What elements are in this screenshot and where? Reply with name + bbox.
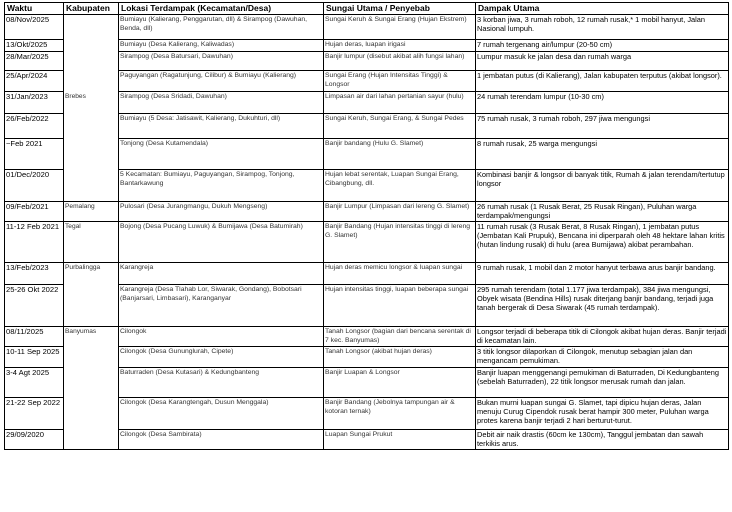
cell-dampak-text: 26 rumah rusak (1 Rusak Berat, 25 Rusak Ringan), Puluhan warga terdampak/mengungsi [477,202,697,221]
cell-kabupaten-text: Banyumas [65,328,97,335]
cell-kabupaten-text: Purbalingga [65,264,101,271]
cell-kabupaten[interactable] [64,398,119,430]
cell-waktu-text: 3-4 Agt 2025 [6,368,50,377]
cell-lokasi-text: Sirampog (Desa Sridadi, Dawuhan) [120,93,227,100]
table-row [5,52,729,71]
cell-kabupaten[interactable] [64,285,119,327]
cell-kabupaten[interactable] [64,327,119,347]
cell-sungai[interactable] [324,52,476,71]
cell-sungai[interactable] [324,285,476,327]
cell-dampak-text: 11 rumah rusak (3 Rusak Berat, 8 Rusak Ringan), 1 jembatan putus (Jembatan Kali Prupuk), Bencana ini diperparah oleh 48 hektare lahan kritis (hutan lindung rusak) di hulu (area Bumijawa) akibat perambahan. [477,222,725,250]
cell-lokasi[interactable] [119,430,324,450]
table-row [5,202,729,222]
cell-waktu[interactable] [5,92,64,114]
cell-lokasi-text: Bumiayu (Desa Kalierang, Kaliwadas) [120,41,235,48]
cell-waktu[interactable] [5,368,64,398]
cell-lokasi[interactable] [119,327,324,347]
table-row [5,139,729,170]
cell-waktu[interactable] [5,114,64,139]
cell-waktu[interactable] [5,398,64,430]
cell-sungai-text: Hujan deras memicu longsor & luapan sungai [325,264,463,271]
cell-lokasi[interactable] [119,170,324,202]
cell-waktu[interactable] [5,139,64,170]
cell-dampak[interactable] [476,347,729,368]
cell-sungai-text: Banjir bandang (Hulu G. Slamet) [325,140,424,147]
table-row [5,170,729,202]
cell-dampak-text: Kombinasi banjir & longsor di banyak titik, Rumah & jalan terendam/tertutup longsor [477,170,725,189]
cell-lokasi[interactable] [119,202,324,222]
cell-lokasi[interactable] [119,398,324,430]
cell-lokasi-text: Cilongok (Desa Gununglurah, Cipete) [120,348,234,355]
cell-lokasi[interactable] [119,263,324,285]
cell-dampak[interactable] [476,92,729,114]
cell-kabupaten[interactable] [64,40,119,52]
table-row [5,92,729,114]
cell-dampak-text: Bukan murni luapan sungai G. Slamet, tapi dipicu hujan deras, Jalan menuju Curug Cipendok rusak berat hampir 300 meter, Puluhan warga protes karena banjir terjadi 2 hari berturut-turut. [477,398,709,426]
cell-waktu[interactable] [5,52,64,71]
cell-waktu-text: 29/09/2020 [6,430,45,439]
table-row [5,40,729,52]
cell-sungai[interactable] [324,114,476,139]
cell-waktu[interactable] [5,222,64,263]
cell-dampak[interactable] [476,327,729,347]
cell-waktu[interactable] [5,170,64,202]
header-dampak: Dampak Utama [476,3,729,15]
cell-sungai-text: Tanah Longsor (akibat hujan deras) [325,348,432,355]
cell-waktu[interactable] [5,15,64,40]
cell-lokasi-text: Bumiayu (Kalierang, Penggarutan, dll) & Sirampog (Dawuhan, Benda, dll) [120,16,308,33]
cell-waktu-text: 25/Apr/2024 [6,71,48,80]
table-row [5,15,729,40]
cell-lokasi-text: Cilongok (Desa Sambirata) [120,431,202,438]
cell-lokasi-text: Tonjong (Desa Kutamendala) [120,140,209,147]
cell-sungai-text: Banjir Luapan & Longsor [325,369,400,376]
cell-lokasi-text: Pulosari (Desa Jurangmangu, Dukuh Mengseng) [120,203,268,210]
cell-sungai-text: Banjir Bandang (Jebolnya tampungan air & kotoran ternak) [325,399,455,416]
cell-dampak-text: Banjir luapan menggenangi pemukiman di Baturraden, Di Kedungbanteng (sebelah Baturraden), 22 titik longsor merusak rumah dan jalan. [477,368,720,387]
cell-dampak[interactable] [476,202,729,222]
cell-sungai[interactable] [324,15,476,40]
cell-sungai[interactable] [324,347,476,368]
cell-kabupaten[interactable] [64,170,119,202]
cell-dampak[interactable] [476,285,729,327]
cell-dampak[interactable] [476,368,729,398]
cell-lokasi-text: Paguyangan (Ragatunjung, Cilibur) & Bumiayu (Kalierang) [120,72,297,79]
cell-dampak-text: 75 rumah rusak, 3 rumah roboh, 297 jiwa mengungsi [477,114,650,123]
cell-dampak-text: Debit air naik drastis (60cm ke 130cm), Tanggul jembatan dan sawah terkikis arus. [477,430,704,449]
cell-waktu-text: 21-22 Sep 2022 [6,398,61,407]
cell-dampak-text: 3 korban jiwa, 3 rumah roboh, 12 rumah rusak,* 1 mobil hanyut, Jalan Nasional lumpuh. [477,15,706,34]
cell-dampak-text: 7 rumah tergenang air/lumpur (20-50 cm) [477,40,613,49]
cell-dampak[interactable] [476,222,729,263]
cell-sungai[interactable] [324,430,476,450]
cell-dampak[interactable] [476,263,729,285]
table-row [5,114,729,139]
cell-lokasi[interactable] [119,52,324,71]
cell-waktu[interactable] [5,202,64,222]
table-row [5,71,729,92]
cell-lokasi-text: Bojong (Desa Pucang Luwuk) & Bumijawa (Desa Batumirah) [120,223,303,230]
cell-kabupaten[interactable] [64,15,119,40]
cell-sungai-text: Banjir Lumpur (Limpasan dari lereng G. Slamet) [325,203,470,210]
cell-kabupaten[interactable] [64,114,119,139]
cell-lokasi[interactable] [119,347,324,368]
cell-waktu[interactable] [5,285,64,327]
cell-waktu-text: 10-11 Sep 2025 [6,347,60,356]
cell-lokasi-text: Baturraden (Desa Kutasari) & Kedungbanteng [120,369,260,376]
table-row [5,430,729,450]
cell-kabupaten[interactable] [64,347,119,368]
cell-sungai-text: Limpasan air dari lahan pertanian sayur (hulu) [325,93,464,100]
cell-kabupaten-text: Brebes [65,92,86,100]
cell-waktu[interactable] [5,327,64,347]
cell-sungai[interactable] [324,40,476,52]
table-row [5,222,729,263]
cell-sungai[interactable] [324,170,476,202]
cell-dampak[interactable] [476,114,729,139]
cell-waktu[interactable] [5,347,64,368]
cell-waktu-text: ~Feb 2021 [6,139,43,148]
cell-waktu[interactable] [5,40,64,52]
cell-lokasi[interactable] [119,222,324,263]
cell-lokasi[interactable] [119,139,324,170]
cell-sungai[interactable] [324,92,476,114]
cell-dampak[interactable] [476,139,729,170]
cell-lokasi-text: Cilongok (Desa Karangtengah, Dusun Menggala) [120,399,269,406]
cell-kabupaten[interactable] [64,52,119,71]
cell-lokasi-text: 5 Kecamatan: Bumiayu, Paguyangan, Sirampog, Tonjong, Bantarkawung [120,171,295,188]
cell-sungai[interactable] [324,263,476,285]
cell-sungai-text: Hujan deras, luapan irigasi [325,41,406,48]
cell-dampak[interactable] [476,71,729,92]
cell-sungai[interactable] [324,327,476,347]
cell-dampak-text: 295 rumah terendam (total 1.177 jiwa terdampak), 384 jiwa mengungsi, Obyek wisata (Bendina Hills) rusak diterjang banjir bandang, terjadi juga tanah bergerak di Desa Siwarak (45 rumah terdampak). [477,285,714,313]
cell-waktu-text: 31/Jan/2023 [6,92,48,101]
cell-dampak[interactable] [476,52,729,71]
cell-waktu-text: 25-26 Okt 2022 [6,285,59,294]
cell-lokasi-text: Sirampog (Desa Batursari, Dawuhan) [120,53,233,60]
cell-kabupaten[interactable] [64,263,119,285]
cell-sungai-text: Banjir lumpur (disebut akibat alih fungsi lahan) [325,53,465,60]
cell-dampak[interactable] [476,170,729,202]
cell-kabupaten-text: Pemalang [65,203,95,210]
cell-kabupaten[interactable] [64,202,119,222]
cell-kabupaten[interactable] [64,430,119,450]
cell-sungai-text: Sungai Erang (Hujan Intensitas Tinggi) & Longsor [325,72,448,89]
cell-waktu-text: 08/11/2025 [6,327,44,336]
cell-dampak[interactable] [476,430,729,450]
cell-lokasi[interactable] [119,114,324,139]
cell-lokasi-text: Karangreja (Desa Tlahab Lor, Siwarak, Gondang), Bobotsari (Banjarsari, Limbasari), Karanganyar [120,286,302,303]
cell-waktu-text: 01/Dec/2020 [6,170,50,179]
cell-kabupaten[interactable] [64,368,119,398]
cell-dampak[interactable] [476,40,729,52]
cell-kabupaten[interactable] [64,71,119,92]
cell-sungai-text: Tanah Longsor (bagian dari bencana serentak di 7 kec. Banyumas) [325,328,471,345]
cell-lokasi-text: Cilongok [120,328,147,335]
cell-dampak-text: Lumpur masuk ke jalan desa dan rumah warga [477,52,632,61]
cell-sungai-text: Banjir Bandang (Hujan intensitas tinggi di lereng G. Slamet) [325,223,471,240]
cell-waktu-text: 13/Feb/2023 [6,263,49,272]
cell-dampak-text: 24 rumah terendam lumpur (10-30 cm) [477,92,604,101]
cell-dampak-text: 3 titik longsor dilaporkan di Cilongok, menutup sebagian jalan dan mengancam pemukiman. [477,347,693,366]
cell-dampak-text: 9 rumah rusak, 1 mobil dan 2 motor hanyut terbawa arus banjir bandang. [477,263,716,272]
table-row [5,327,729,347]
cell-waktu-text: 13/Okt/2025 [6,40,48,49]
cell-sungai-text: Luapan Sungai Prukut [325,431,393,438]
cell-waktu-text: 09/Feb/2021 [6,202,49,211]
cell-kabupaten[interactable] [64,92,119,114]
cell-lokasi[interactable] [119,368,324,398]
cell-sungai[interactable] [324,202,476,222]
cell-lokasi[interactable] [119,285,324,327]
disaster-table [4,2,729,450]
cell-sungai[interactable] [324,139,476,170]
cell-waktu-text: 11-12 Feb 2021 [6,222,60,231]
table-row [5,347,729,368]
cell-lokasi-text: Bumiayu (5 Desa: Jatisawit, Kalierang, Dukuhturi, dll) [120,115,281,122]
cell-dampak-text: 1 jembatan putus (di Kalierang), Jalan kabupaten terputus (akibat longsor). [477,71,722,80]
cell-dampak-text: Longsor terjadi di beberapa titik di Cilongok akibat hujan deras. Banjir terjadi di kecamatan lain. [477,327,727,346]
cell-sungai-text: Hujan intensitas tinggi, luapan beberapa sungai [325,286,469,293]
cell-waktu-text: 26/Feb/2022 [6,114,49,123]
cell-lokasi[interactable] [119,71,324,92]
header-lokasi: Lokasi Terdampak (Kecamatan/Desa) [119,3,324,15]
cell-dampak[interactable] [476,398,729,430]
header-kabupaten: Kabupaten [64,3,119,15]
cell-sungai-text: Sungai Keruh, Sungai Erang, & Sungai Pedes [325,115,464,122]
header-sungai: Sungai Utama / Penyebab [324,3,476,15]
cell-sungai[interactable] [324,368,476,398]
table-row [5,285,729,327]
cell-sungai[interactable] [324,222,476,263]
cell-kabupaten-text: Tegal [65,223,81,230]
cell-dampak[interactable] [476,15,729,40]
cell-dampak-text: 8 rumah rusak, 25 warga mengungsi [477,139,597,148]
cell-waktu[interactable] [5,263,64,285]
header-waktu: Waktu [5,3,64,15]
cell-waktu[interactable] [5,71,64,92]
cell-sungai[interactable] [324,71,476,92]
cell-lokasi-text: Karangreja [120,264,154,271]
header-row [5,3,729,15]
cell-lokasi[interactable] [119,15,324,40]
table-row [5,368,729,398]
cell-sungai[interactable] [324,398,476,430]
cell-waktu[interactable] [5,430,64,450]
cell-kabupaten[interactable] [64,222,119,263]
cell-lokasi[interactable] [119,40,324,52]
cell-lokasi[interactable] [119,92,324,114]
cell-kabupaten[interactable] [64,139,119,170]
table-row [5,398,729,430]
cell-waktu-text: 08/Nov/2025 [6,15,50,24]
table-row [5,263,729,285]
cell-waktu-text: 28/Mar/2025 [6,52,49,61]
cell-sungai-text: Sungai Keruh & Sungai Erang (Hujan Ekstrem) [325,16,467,23]
cell-sungai-text: Hujan lebat serentak, Luapan Sungai Erang, Cibangbung, dll. [325,171,459,188]
